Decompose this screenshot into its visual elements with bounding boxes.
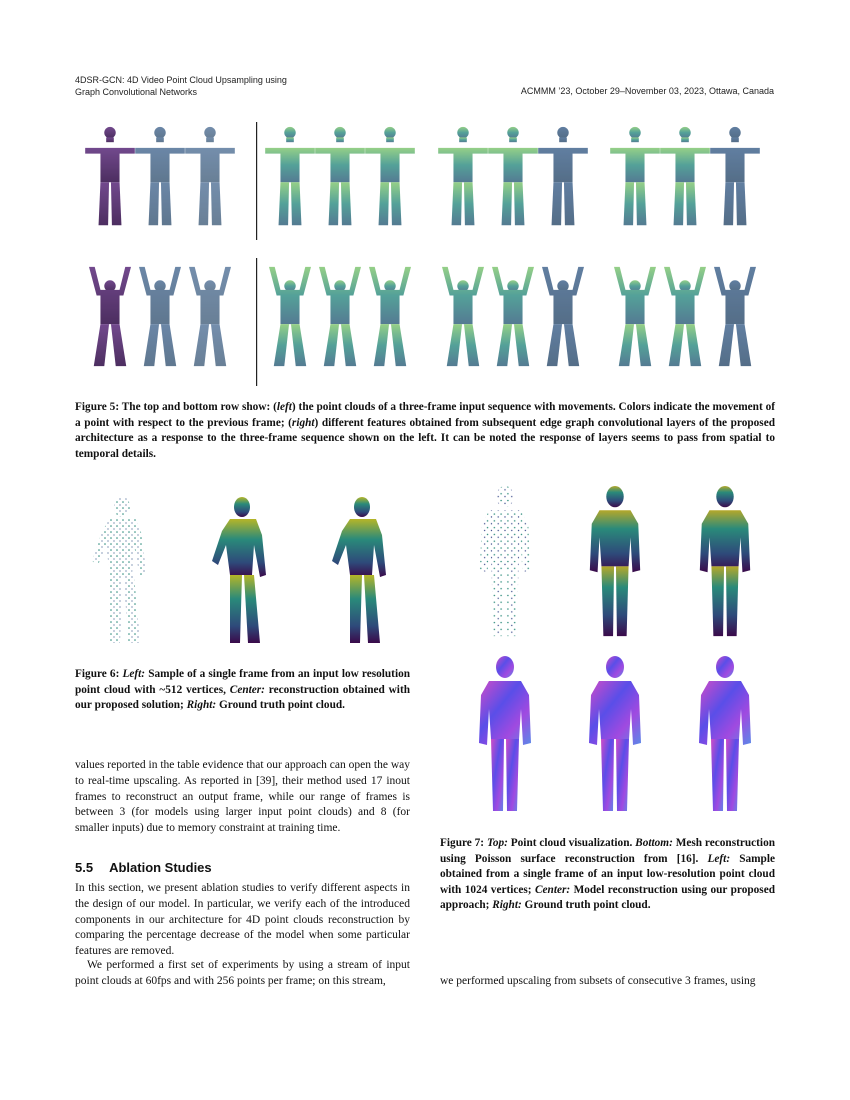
figure-7-caption: Figure 7: Top: Point cloud visualization. Bottom: Mesh reconstruction using Poisson surface reconstruction from [16]. Left: Sample obtained from a single frame of an input low-resolution point cloud with 1024 vertices; Center: Model reconstruction using our proposed approach; Right: Ground truth point cloud. — [440, 837, 776, 912]
paragraph-realtime-upscaling: values reported in the table evidence that our approach can open the way to real-time upscaling. As reported in [39], their method used 17 inout frames to reconstruct an output frame, while our range of frames is between 3 (for models using larger input point clouds) and 8 (for smaller inputs) due to memory constraint at training time. — [75, 759, 410, 835]
fig5-top-left-group — [85, 127, 235, 225]
fig7-bottom-reconstruction-mesh — [589, 656, 641, 811]
figure-5-caption: Figure 5: The top and bottom row show: (left) the point clouds of a three-frame input sequence with movements. Colors indicate the movement of a point with respect to the previous frame; (right) different features obtained from subsequent edge graph convolutional layers of the proposed architecture as a response to the three-frame sequence shown on the left. It can be noted the response of layers seems to pass from spatial to temporal details. — [75, 401, 775, 460]
paragraph-first-experiments: We performed a first set of experiments by using a stream of input point clouds at 60fps and with 256 points per frame; on this stream, — [75, 959, 410, 987]
fig5-bottom-features-2 — [442, 267, 584, 366]
fig5-top-features-2 — [438, 127, 588, 225]
fig7-top-reconstruction — [590, 486, 640, 636]
fig5-top-features-1 — [265, 127, 415, 225]
paragraph-ablation-intro: In this section, we present ablation studies to verify different aspects in the design of our model. In particular, we verify each of the introduced components in our architecture for 4D point clouds reconstruction by comparing the percentage decrease of the model when some particular features are removed. — [75, 882, 410, 958]
figure-7-panels — [440, 485, 775, 820]
paragraph-continuation: we performed upscaling from subsets of consecutive 3 frames, using — [440, 975, 756, 987]
figure-5 — [75, 120, 775, 390]
fig7-top-ground-truth — [700, 486, 750, 636]
figure-6 — [75, 490, 410, 650]
fig7-top-input-sparse — [480, 486, 530, 636]
figure-7 — [440, 485, 775, 820]
figure-5-panels — [75, 120, 775, 390]
figure-6-panels — [75, 490, 410, 650]
fig5-top-features-3 — [610, 127, 760, 225]
fig6-input-sparse — [92, 497, 146, 643]
fig7-bottom-input-mesh — [479, 656, 531, 811]
fig6-ground-truth — [332, 497, 386, 643]
section-number: 5.5 — [75, 860, 94, 875]
fig5-bottom-features-3 — [614, 267, 756, 366]
running-header-title — [75, 75, 287, 98]
fig5-top-divider — [256, 122, 257, 240]
fig5-bottom-divider — [256, 258, 257, 386]
section-title: Ablation Studies — [109, 860, 212, 875]
figure-6-caption: Figure 6: Left: Sample of a single frame from an input low resolution point cloud with ~512 vertices, Center: reconstruction obtained with our proposed solution; Right: Ground truth point cloud. — [75, 668, 411, 712]
header-title-line-2: Graph Convolutional Networks — [75, 86, 198, 97]
fig7-bottom-ground-truth-mesh — [699, 656, 751, 811]
fig6-reconstruction — [212, 497, 266, 643]
fig5-bottom-features-1 — [269, 267, 411, 366]
section-heading-ablation — [75, 860, 212, 875]
header-title-line-1: 4DSR-GCN: 4D Video Point Cloud Upsampling using — [75, 75, 287, 85]
fig5-bottom-left-group — [89, 267, 231, 366]
running-header-venue: ACMMM ’23, October 29–November 03, 2023, Ottawa, Canada — [520, 86, 774, 96]
